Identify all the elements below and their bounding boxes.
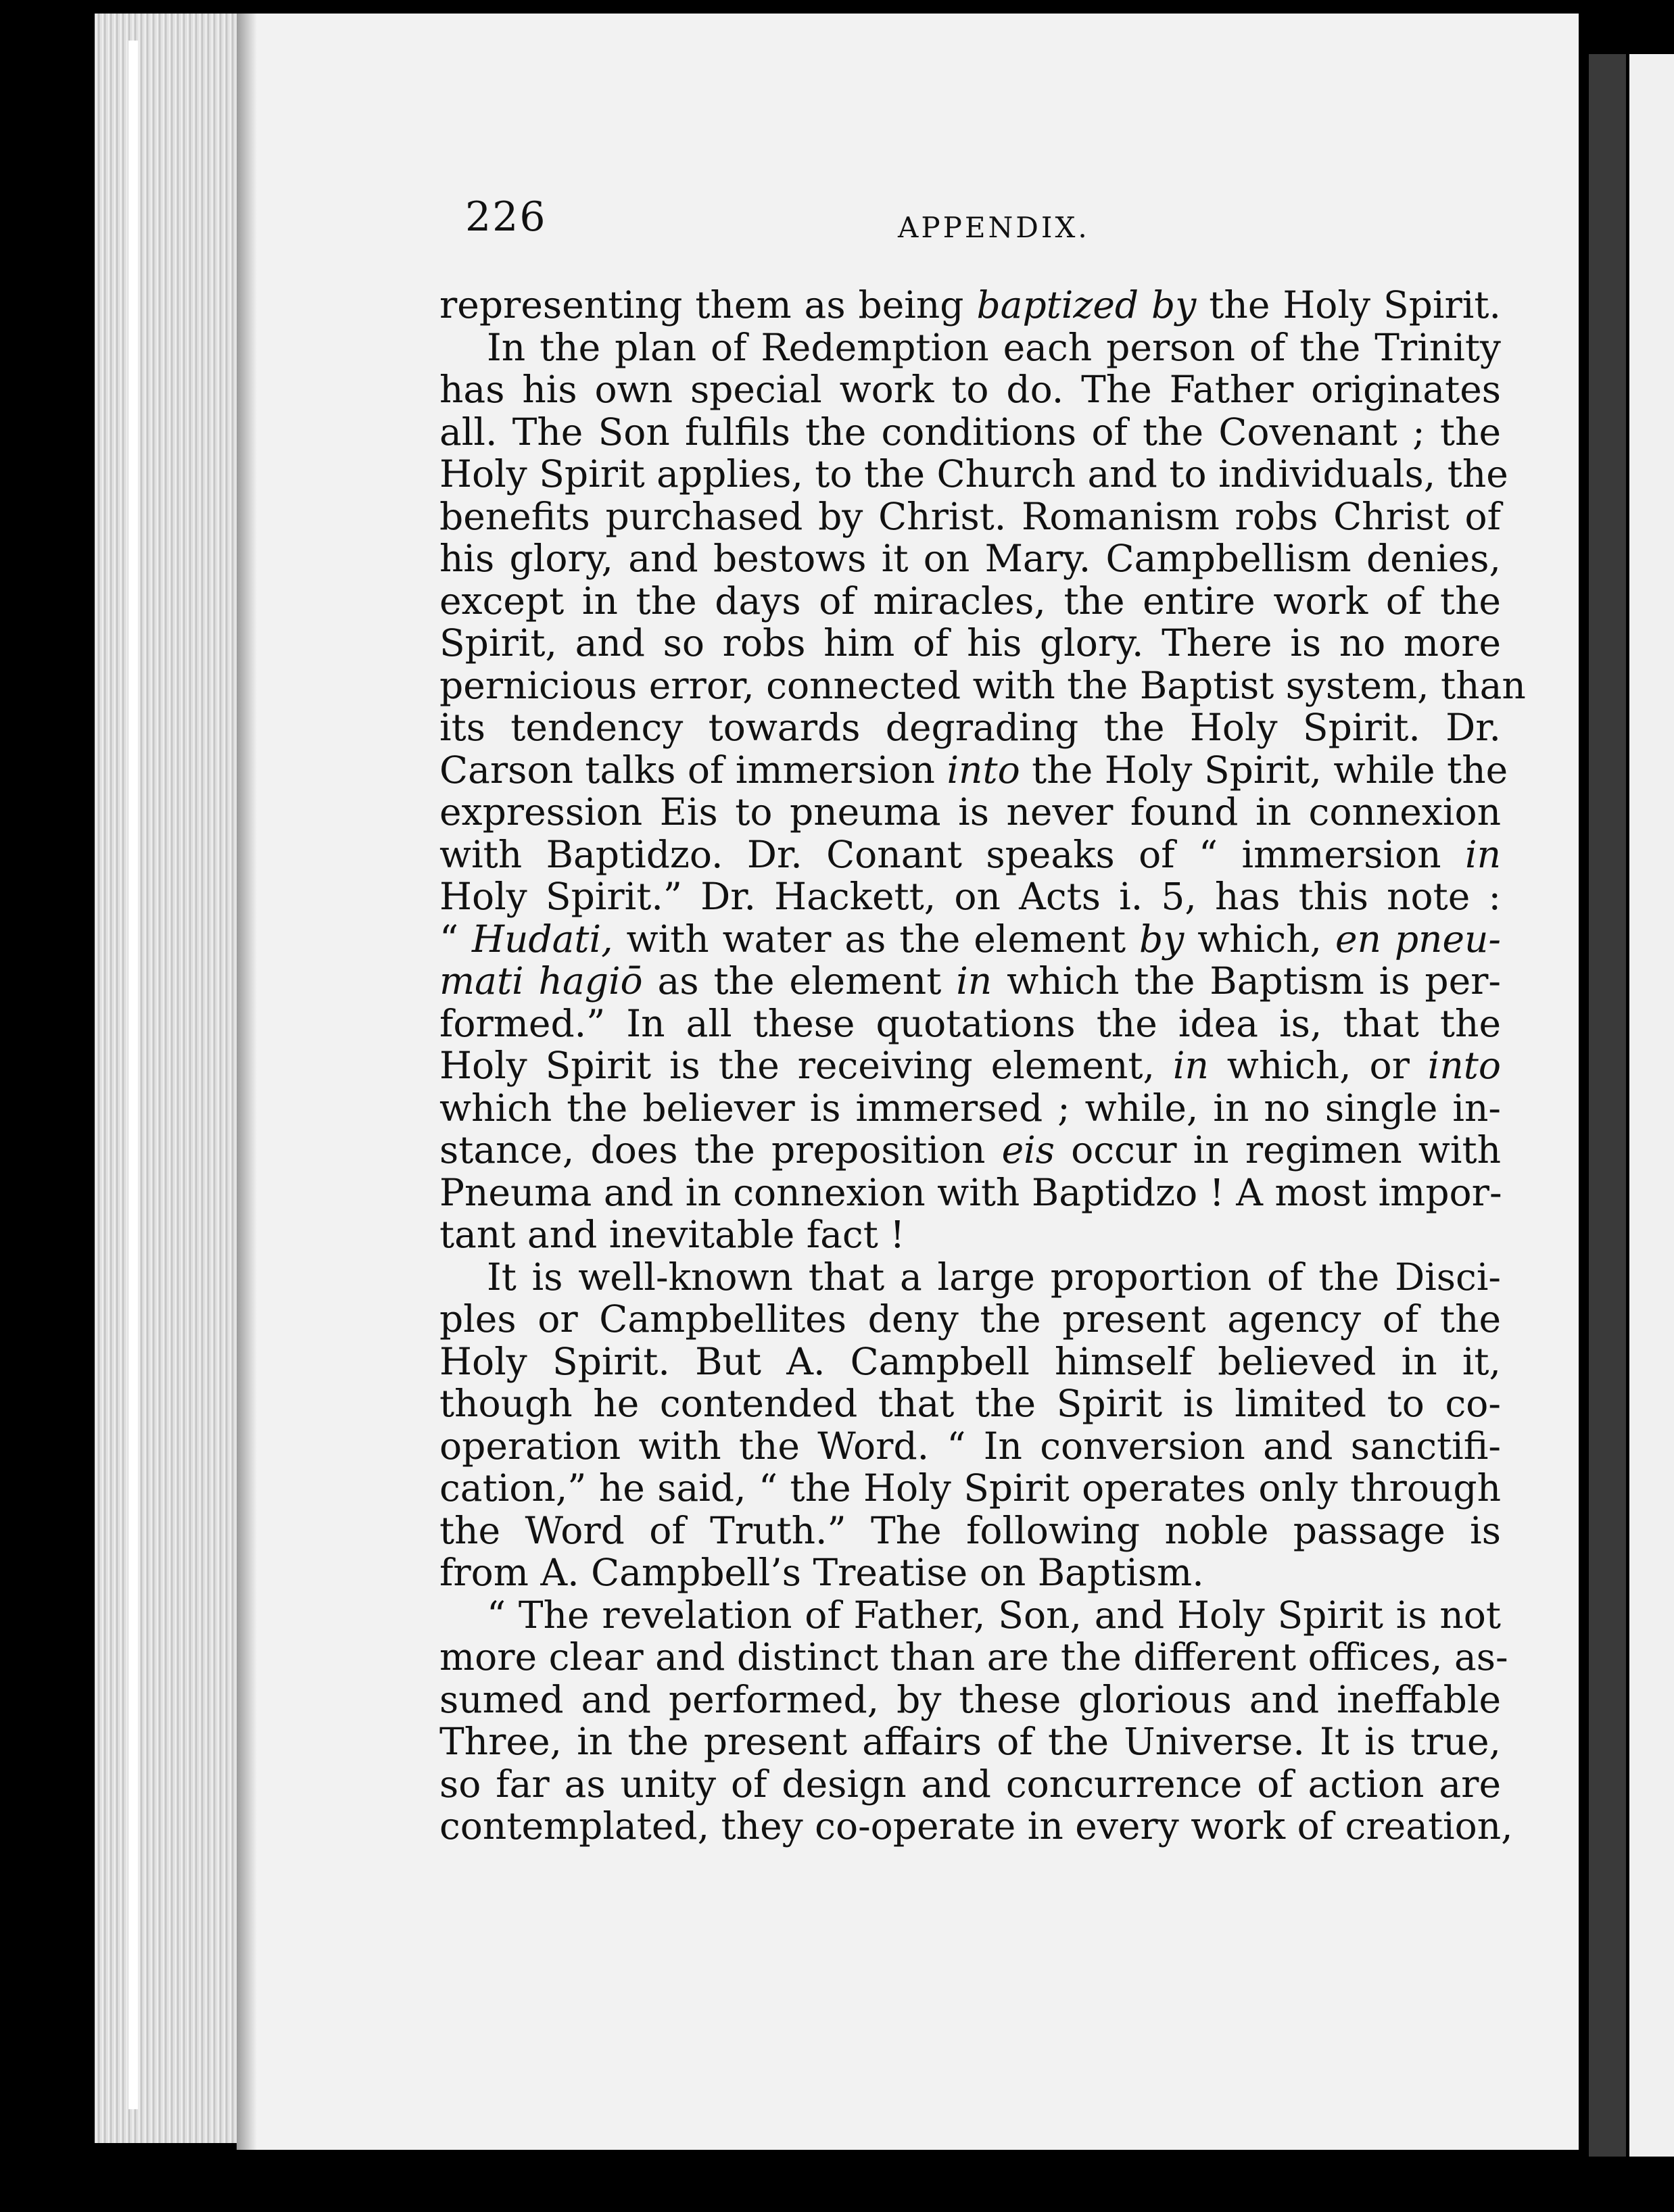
text-line: Pneuma and in connexion with Baptidzo ! A most impor-	[439, 1170, 1502, 1214]
text-line: “ Hudati, with water as the element by which, en pneu-	[439, 917, 1502, 961]
italic-text: mati hagiō	[439, 959, 643, 1003]
text-line: Three, in the present affairs of the Universe. It is true,	[439, 1720, 1501, 1763]
text-line: all. The Son fulfils the conditions of the Covenant ; the	[439, 410, 1501, 454]
next-page-sliver	[1629, 54, 1674, 2157]
text-line: Holy Spirit. But A. Campbell himself believed in it,	[439, 1339, 1501, 1383]
text-line: benefits purchased by Christ. Romanism robs Christ of	[439, 494, 1501, 538]
italic-text: eis	[1001, 1128, 1055, 1172]
italic-text: in	[956, 959, 993, 1003]
text-line: has his own special work to do. The Father originates	[439, 368, 1501, 411]
text-line: which the believer is immersed ; while, in no single in-	[439, 1086, 1501, 1130]
text-line: contemplated, they co-operate in every work of creation,	[439, 1804, 1513, 1848]
gutter-shadow	[237, 14, 257, 2150]
text-line: its tendency towards degrading the Holy Spirit. Dr.	[439, 706, 1501, 749]
text-line: pernicious error, connected with the Baptist system, than	[439, 663, 1526, 707]
text-line: ples or Campbellites deny the present agency of the	[439, 1297, 1501, 1341]
italic-text: in	[1464, 832, 1501, 876]
italic-text: en pneu-	[1335, 917, 1502, 961]
text-line: Holy Spirit applies, to the Church and to individuals, the	[439, 452, 1508, 496]
spine-strip	[128, 41, 138, 2109]
text-line: Carson talks of immersion into the Holy Spirit, while the	[439, 748, 1508, 792]
text-line: stance, does the preposition eis occur in regimen with	[439, 1128, 1501, 1172]
text-line: Holy Spirit.” Dr. Hackett, on Acts i. 5, has this note :	[439, 875, 1501, 918]
text-line: with Baptidzo. Dr. Conant speaks of “ immersion in	[439, 832, 1501, 876]
text-line: more clear and distinct than are the different offices, as-	[439, 1635, 1508, 1679]
text-line: though he contended that the Spirit is limited to co-	[439, 1382, 1501, 1425]
italic-text: baptized by	[976, 283, 1197, 327]
text-line: formed.” In all these quotations the idea is, that the	[439, 1001, 1501, 1045]
text-line: Holy Spirit is the receiving element, in which, or into	[439, 1044, 1501, 1087]
body-text	[439, 283, 1526, 1848]
running-head: APPENDIX.	[898, 211, 1090, 244]
text-line: It is well-known that a large proportion of the Disci-	[487, 1255, 1501, 1299]
italic-text: in	[1172, 1044, 1209, 1087]
text-line: the Word of Truth.” The following noble passage is	[439, 1508, 1501, 1552]
italic-text: into	[947, 748, 1020, 792]
text-line: cation,” he said, “ the Holy Spirit operates only through	[439, 1466, 1501, 1510]
text-line: In the plan of Redemption each person of the Trinity	[487, 325, 1501, 369]
text-line: representing them as being baptized by the Holy Spirit.	[439, 283, 1501, 327]
text-line: so far as unity of design and concurrence of action are	[439, 1762, 1501, 1806]
text-line: operation with the Word. “ In conversion and sanctifi-	[439, 1424, 1501, 1468]
text-line: sumed and performed, by these glorious and ineffable	[439, 1677, 1501, 1721]
text-line: from A. Campbell’s Treatise on Baptism.	[439, 1551, 1204, 1594]
page-edges	[95, 14, 243, 2143]
text-line: “ The revelation of Father, Son, and Holy Spirit is not	[487, 1593, 1501, 1637]
right-page-edge	[1589, 54, 1626, 2157]
text-line: mati hagiō as the element in which the Baptism is per-	[439, 959, 1501, 1003]
page-number: 226	[465, 193, 547, 241]
italic-text: into	[1427, 1044, 1501, 1087]
text-line: Spirit, and so robs him of his glory. There is no more	[439, 621, 1501, 665]
text-line: except in the days of miracles, the entire work of the	[439, 579, 1501, 623]
italic-text: by	[1139, 917, 1185, 961]
text-line: expression Eis to pneuma is never found in connexion	[439, 790, 1501, 834]
text-line: his glory, and bestows it on Mary. Campbellism denies,	[439, 537, 1501, 580]
text-line: tant and inevitable fact !	[439, 1213, 905, 1256]
italic-text: Hudati,	[472, 917, 613, 961]
